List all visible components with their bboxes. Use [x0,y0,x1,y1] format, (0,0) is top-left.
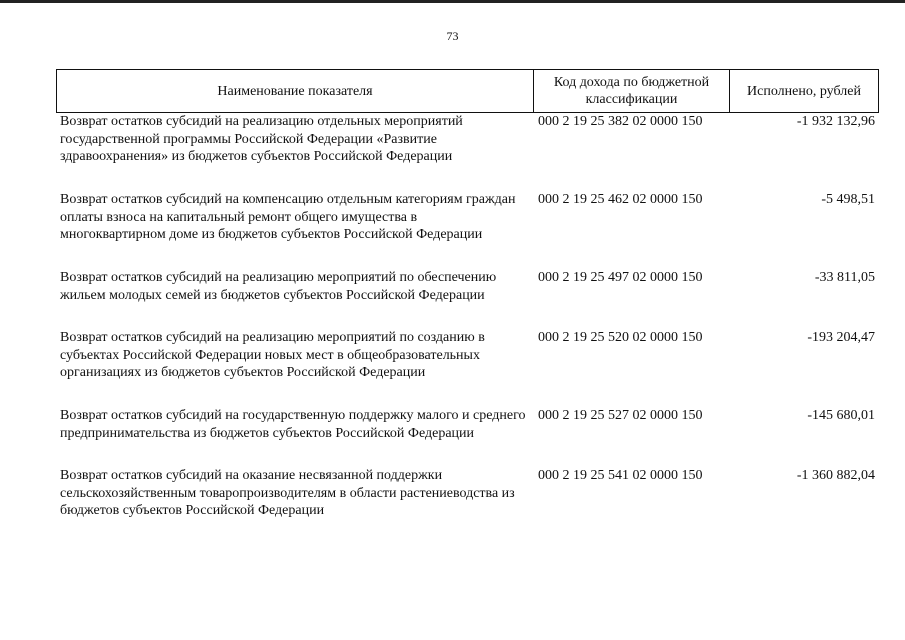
row-amount: -193 204,47 [807,330,875,345]
table-row [56,467,879,520]
table-row [56,191,879,244]
header-name: Наименование показателя [57,70,534,112]
row-name: Возврат остатков субсидий на государственную поддержку малого и среднего предпринимательства из бюджетов субъектов Российской Федерации [60,408,526,441]
row-amount: -1 932 132,96 [796,114,875,129]
row-name: Возврат остатков субсидий на компенсацию отдельным категориям граждан оплаты взноса на капитальный ремонт общего имущества в многоквартирном доме из бюджетов субъектов Российской Федерации [60,192,516,242]
row-amount: -5 498,51 [821,192,875,207]
row-code: 000 2 19 25 497 02 0000 150 [538,270,703,285]
table-header [56,69,879,113]
row-code: 000 2 19 25 520 02 0000 150 [538,330,703,345]
row-code: 000 2 19 25 382 02 0000 150 [538,114,703,129]
table-row [56,407,879,442]
row-amount: -33 811,05 [814,270,875,285]
page-number: 73 [446,29,459,43]
row-name: Возврат остатков субсидий на реализацию мероприятий по созданию в субъектах Российской Федерации новых мест в общеобразовательных организациях из бюджетов субъектов Российской Федерации [60,330,485,380]
header-amount: Исполнено, рублей [747,83,861,99]
row-amount: -1 360 882,04 [796,468,875,483]
header-code: Код дохода по бюджетной классификации [534,70,730,112]
table-row [56,329,879,382]
row-name: Возврат остатков субсидий на реализацию мероприятий по обеспечению жильем молодых семей из бюджетов субъектов Российской Федерации [60,270,497,303]
table-row [56,113,879,166]
row-amount: -145 680,01 [807,408,875,423]
row-name: Возврат остатков субсидий на оказание несвязанной поддержки сельскохозяйственным товаропроизводителям в области растениеводства из бюджетов субъектов Российской Федерации [60,468,515,518]
table-row [56,269,879,304]
row-code: 000 2 19 25 527 02 0000 150 [538,408,703,423]
row-code: 000 2 19 25 541 02 0000 150 [538,468,703,483]
page-top-rule [0,0,905,3]
row-code: 000 2 19 25 462 02 0000 150 [538,192,703,207]
row-name: Возврат остатков субсидий на реализацию отдельных мероприятий государственной программы Российской Федерации «Развитие здравоохранения» из бюджетов субъектов Российской Федерации [60,114,463,164]
